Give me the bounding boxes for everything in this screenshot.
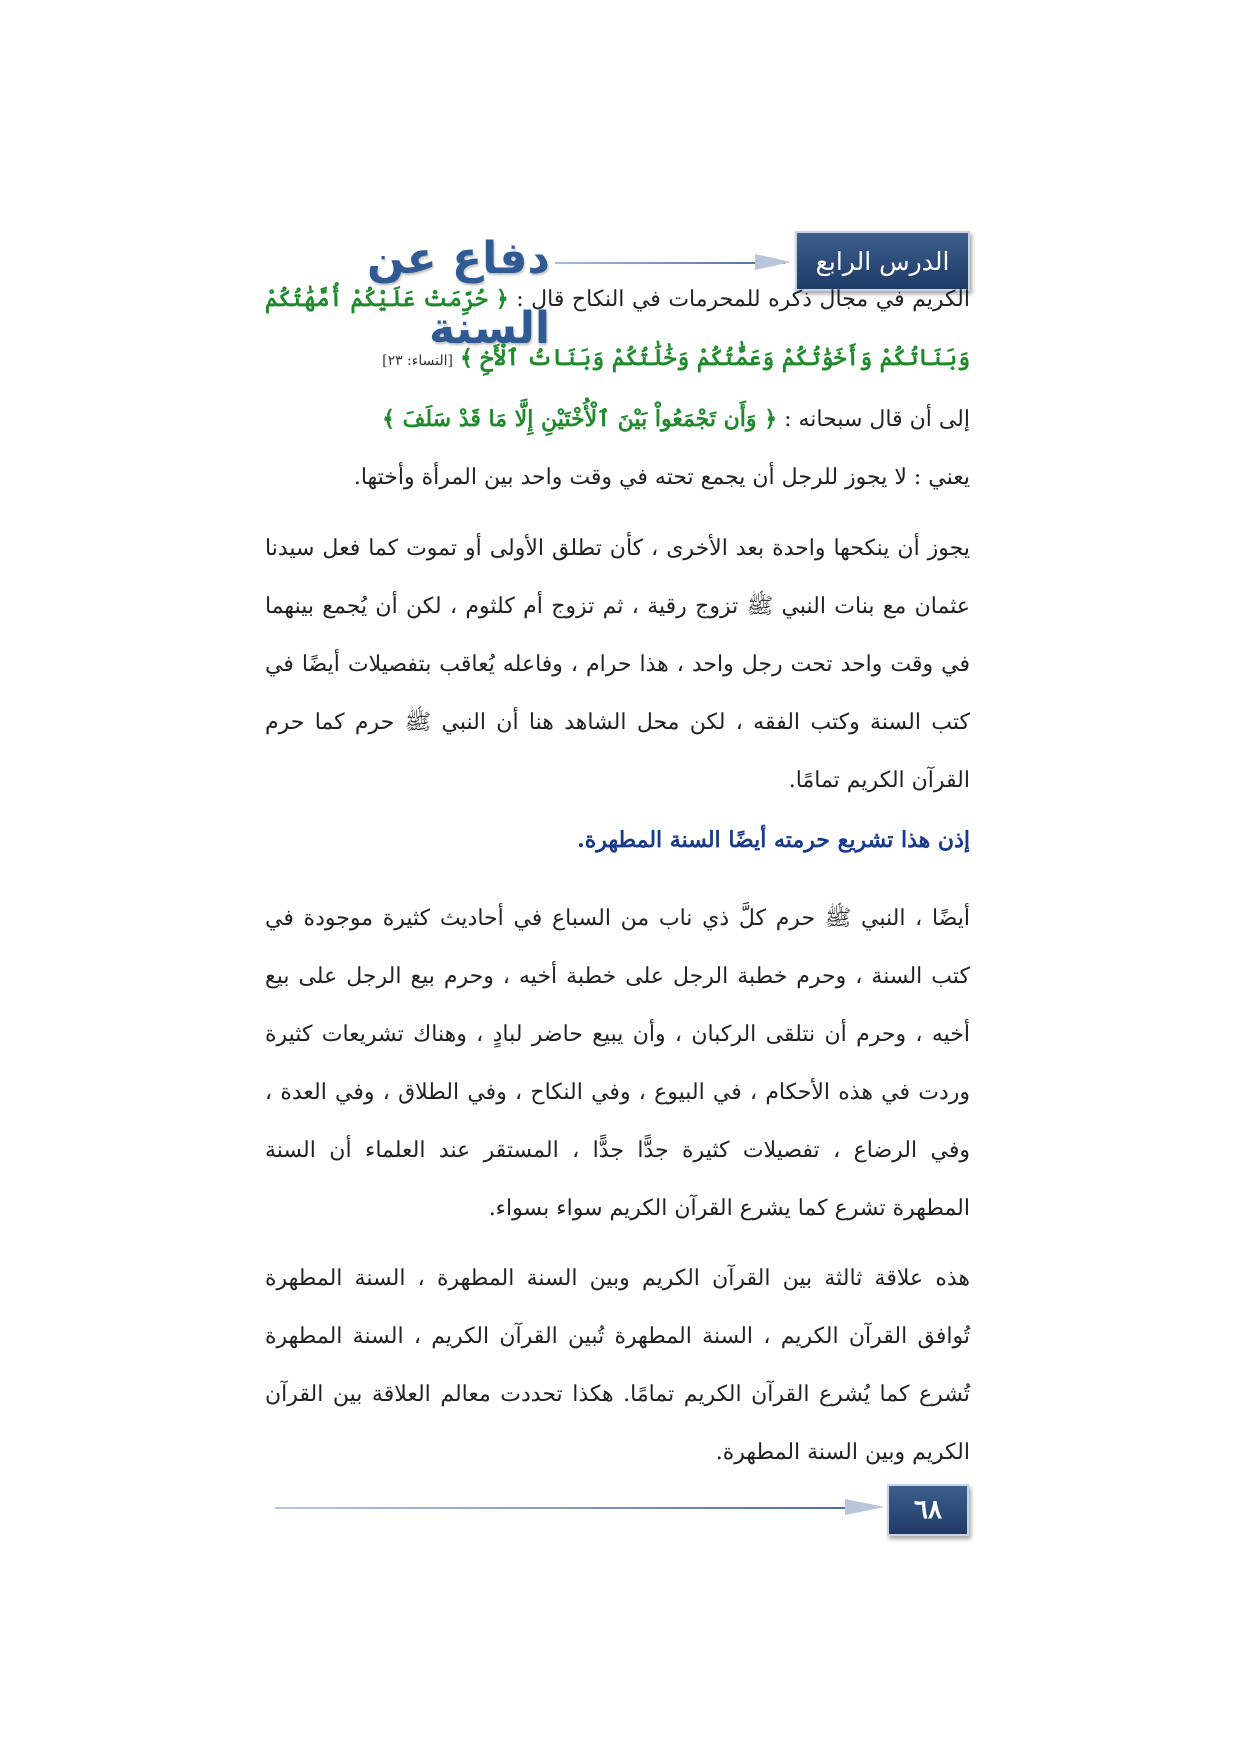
paragraph-2-text: أيضًا ، النبي ﷺ حرم كلَّ ذي ناب من السباع في أحاديث كثيرة موجودة في كتب السنة ، وحرم خطبة الرجل على خطبة أخيه ، وحرم بيع الرجل على بيع أخيه ، وحرم أن نتلقى الركبان ، وأن يبيع حاضر لبادٍ ، وهناك تشريعات كثيرة وردت في هذه الأحكام ، في البيوع ، وفي النكاح ، وفي الطلاق ، وفي العدة ، وفي الرضاع ، تفصيلات كثيرة جدًّا جدًّا ، المستقر عند العلماء أن السنة المطهرة تشرع كما يشرع القرآن الكريم سواء بسواء. <box>265 906 970 1221</box>
intro-block <box>265 270 970 507</box>
paragraph-1 <box>265 520 970 810</box>
quran-verse-1: ﴿ حُرِّمَتْ عَلَيْكُمْ أُمَّهَٰتُكُمْ وَبَنَاتُكُمْ وَأَخَوَٰتُكُمْ وَعَمَّٰتُكُمْ وَخَٰلَٰتُكُمْ وَبَنَاتُ ٱلْأَخِ ﴾ <box>265 286 970 371</box>
page-number: ٦٨ <box>887 1484 969 1536</box>
verse-citation: [النساء: ٢٣] <box>382 353 453 369</box>
header-divider-arrow <box>755 254 791 270</box>
intro-line-3 <box>265 390 970 449</box>
paragraph-1-text: يجوز أن ينكحها واحدة بعد الأخرى ، كأن تطلق الأولى أو تموت كما فعل سيدنا عثمان مع بنات النبي ﷺ تزوج رقية ، ثم تزوج أم كلثوم ، لكن أن يُجمع بينهما في وقت واحد تحت رجل واحد ، هذا حرام ، وفاعله يُعاقب بتفصيلات أيضًا في كتب السنة وكتب الفقه ، لكن محل الشاهد هنا أن النبي ﷺ حرم كما حرم القرآن الكريم تمامًا. <box>265 536 970 793</box>
intro-text-2: إلى أن قال سبحانه : <box>777 407 970 432</box>
intro-line-1 <box>265 270 970 390</box>
paragraph-2 <box>265 890 970 1238</box>
intro-text: الكريم في مجال ذكره للمحرمات في النكاح قال : <box>508 287 970 312</box>
book-title: دفاع عن السنة <box>367 233 550 354</box>
header-divider <box>555 262 785 264</box>
paragraph-3 <box>265 1250 970 1482</box>
footer-divider-arrow <box>845 1499 885 1515</box>
section-heading: إذن هذا تشريع حرمته أيضًا السنة المطهرة. <box>577 827 970 853</box>
intro-line-4: يعني : لا يجوز للرجل أن يجمع تحته في وقت واحد بين المرأة وأختها. <box>353 465 970 490</box>
lesson-badge: الدرس الرابع <box>795 231 970 291</box>
paragraph-3-text: هذه علاقة ثالثة بين القرآن الكريم وبين السنة المطهرة ، السنة المطهرة تُوافق القرآن الكريم ، السنة المطهرة تُبين القرآن الكريم ، السنة المطهرة تُشرع كما يُشرع القرآن الكريم تمامًا. هكذا تحددت معالم العلاقة بين القرآن الكريم وبين السنة المطهرة. <box>265 1266 970 1465</box>
footer-divider <box>275 1507 875 1509</box>
quran-verse-2: ﴿ وَأَن تَجْمَعُواْ بَيْنَ ٱلْأُخْتَيْنِ إِلَّا مَا قَدْ سَلَفَ ﴾ <box>382 406 778 432</box>
